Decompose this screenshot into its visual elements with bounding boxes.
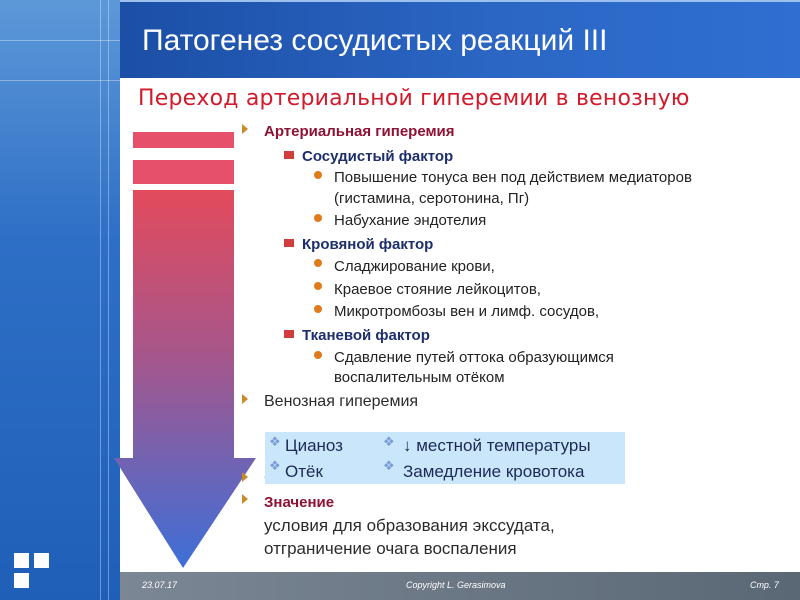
left-decor-panel	[0, 0, 120, 600]
arterial-hyperemia-heading: Артериальная гиперемия	[264, 123, 455, 140]
decor-square	[34, 553, 49, 568]
diamond-bullet-icon: ❖	[383, 434, 395, 449]
symptom-item: Цианоз	[285, 436, 343, 455]
symptom-item: ↓ местной температуры	[403, 436, 591, 455]
bullet-arrow-icon	[242, 472, 248, 482]
blood-factor-heading: Кровяной фактор	[302, 236, 434, 253]
bullet-dot-icon	[314, 259, 322, 267]
list-item: Набухание эндотелия	[334, 212, 487, 229]
diamond-bullet-icon: ❖	[383, 458, 395, 473]
bullet-arrow-icon	[242, 124, 248, 134]
bullet-arrow-icon	[242, 394, 248, 404]
bullet-dot-icon	[314, 282, 322, 290]
bullet-dot-icon	[314, 305, 322, 313]
list-item: (гистамина, серотонина, Пг)	[334, 190, 530, 207]
decor-square	[14, 573, 29, 588]
meaning-line: условия для образования экссудата,	[264, 516, 555, 535]
diamond-bullet-icon: ❖	[269, 434, 281, 449]
list-item: Сдавление путей оттока образующимся	[334, 349, 614, 366]
transition-arrow	[110, 190, 260, 570]
tissue-factor-heading: Тканевой фактор	[302, 327, 430, 344]
bullet-dot-icon	[314, 171, 322, 179]
list-item: Повышение тонуса вен под действием медиаторов	[334, 169, 692, 186]
bullet-square-icon	[284, 330, 294, 338]
vascular-factor-heading: Сосудистый фактор	[302, 148, 454, 165]
slide-subtitle: Переход артериальной гиперемии в венозную	[138, 86, 690, 111]
decor-bar	[133, 160, 234, 184]
decor-square	[14, 553, 29, 568]
list-item: Краевое стояние лейкоцитов,	[334, 281, 541, 298]
venous-hyperemia-heading: Венозная гиперемия	[264, 393, 419, 410]
footer-bar	[120, 572, 800, 600]
footer-copyright: Copyright L. Gerasimova	[406, 580, 506, 590]
symptom-item: Замедление кровотока	[403, 462, 585, 481]
meaning-line: отграничение очага воспаления	[264, 539, 517, 558]
list-item: Сладжирование крови,	[334, 258, 495, 275]
symptom-item: Отёк	[285, 462, 323, 481]
meaning-heading: Значение	[264, 494, 335, 511]
footer-page-number: Стр. 7	[750, 580, 779, 590]
bullet-square-icon	[284, 151, 294, 159]
bullet-dot-icon	[314, 214, 322, 222]
list-item: Микротромбозы вен и лимф. сосудов,	[334, 303, 600, 320]
slide-title: Патогенез сосудистых реакций III	[142, 24, 608, 57]
bullet-square-icon	[284, 239, 294, 247]
symptoms-box	[265, 432, 625, 484]
footer-date: 23.07.17	[142, 580, 178, 590]
diamond-bullet-icon: ❖	[269, 458, 281, 473]
title-bar	[120, 0, 800, 80]
bullet-arrow-icon	[242, 494, 248, 504]
bullet-dot-icon	[314, 351, 322, 359]
decor-bar	[133, 132, 234, 148]
list-item: воспалительным отёком	[334, 369, 505, 386]
